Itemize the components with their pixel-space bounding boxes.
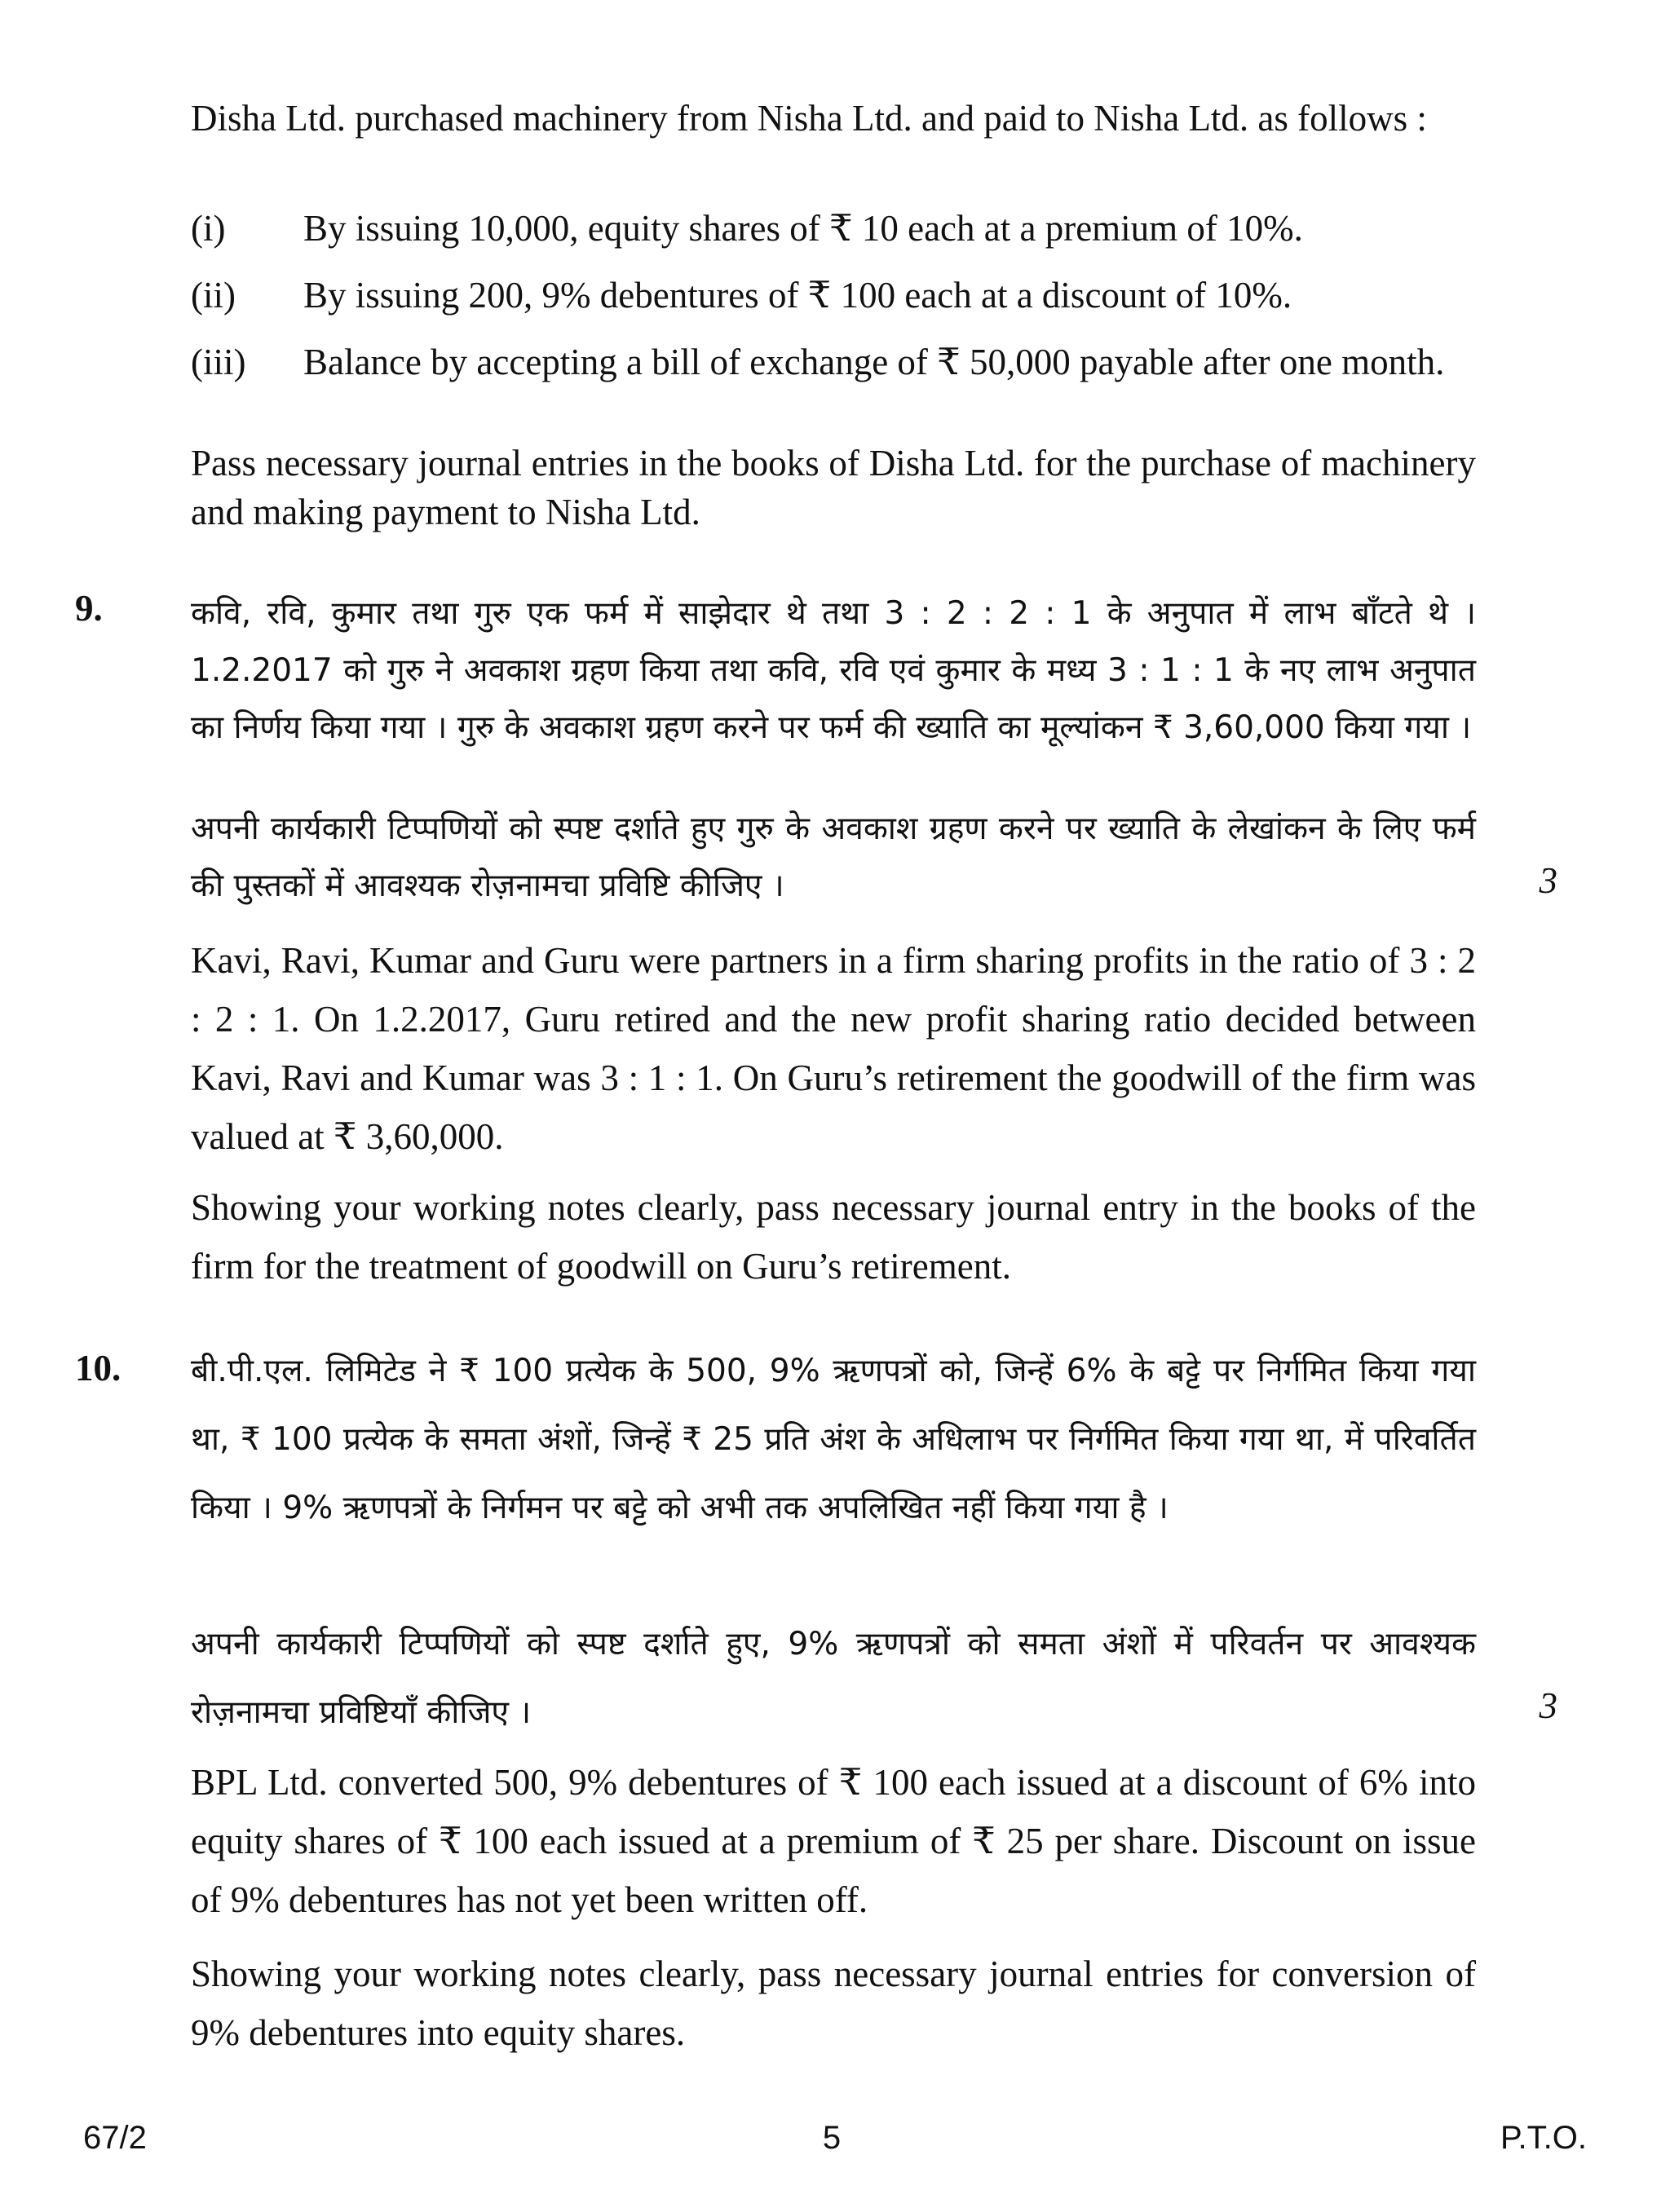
- page-number: 5: [822, 2120, 842, 2156]
- q9-marks: 3: [1539, 860, 1557, 901]
- list-marker: (ii): [191, 275, 236, 316]
- intro-text: Disha Ltd. purchased machinery from Nisha Ltd. and paid to Nisha Ltd. as follows :: [191, 98, 1427, 139]
- list-item: [191, 204, 1476, 253]
- list-item-text: By issuing 200, 9% debentures of ₹ 100 each at a discount of 10%.: [303, 275, 1292, 316]
- q10-english-para2: Showing your working notes clearly, pass necessary journal entries for conversion of 9% debentures into equity shares.: [191, 1954, 1476, 2053]
- q9-hindi-para2: अपनी कार्यकारी टिप्पणियों को स्पष्ट दर्शाते हुए गुरु के अवकाश ग्रहण करने पर ख्याति के लेखांकन के लिए फर्म की पुस्तकों में आवश्यक रोज़नामचा प्रविष्टि कीजिए ।: [191, 810, 1476, 904]
- list-item-text: By issuing 10,000, equity shares of ₹ 10 each at a premium of 10%.: [303, 208, 1303, 249]
- question-number-10: 10.: [75, 1348, 121, 1389]
- payment-list: [191, 204, 1476, 404]
- q10-english-para1: BPL Ltd. converted 500, 9% debentures of ₹ 100 each issued at a discount of 6% into equity shares of ₹ 100 each issued at a premium of ₹ 25 per share. Discount on issue of 9% debentures has not yet been written off.: [191, 1762, 1476, 1920]
- paper-code: 67/2: [83, 2120, 147, 2156]
- q9-hindi-para1: कवि, रवि, कुमार तथा गुरु एक फर्म में साझेदार थे तथा 3 : 2 : 2 : 1 के अनुपात में लाभ बाँटते थे । 1.2.2017 को गुरु ने अवकाश ग्रहण किया तथा कवि, रवि एवं कुमार के मध्य 3 : 1 : 1 के नए लाभ अनुपात का निर्णय किया गया । गुरु के अवकाश ग्रहण करने पर फर्म की ख्याति का मूल्यांकन ₹ 3,60,000 किया गया ।: [191, 595, 1476, 746]
- q10-hindi-para1: बी.पी.एल. लिमिटेड ने ₹ 100 प्रत्येक के 500, 9% ऋणपत्रों को, जिन्हें 6% के बट्टे पर निर्गमित किया गया था, ₹ 100 प्रत्येक के समता अंशों, जिन्हें ₹ 25 प्रति अंश के अधिलाभ पर निर्गमित किया गया था, में परिवर्तित किया । 9% ऋणपत्रों के निर्गमन पर बट्टे को अभी तक अपलिखित नहीं किया गया है ।: [191, 1353, 1476, 1526]
- q9-english-para2: Showing your working notes clearly, pass necessary journal entry in the books of the firm for the treatment of goodwill on Guru’s retirement.: [191, 1187, 1476, 1287]
- q10-hindi-para2: अपनी कार्यकारी टिप्पणियों को स्पष्ट दर्शाते हुए, 9% ऋणपत्रों को समता अंशों में परिवर्तन पर आवश्यक रोज़नामचा प्रविष्टियाँ कीजिए ।: [191, 1626, 1476, 1731]
- q9-english-para1: Kavi, Ravi, Kumar and Guru were partners in a firm sharing profits in the ratio of 3 : 2 : 2 : 1. On 1.2.2017, Guru retired and the new profit sharing ratio decided between Kavi, Ravi and Kumar was 3 : 1 : 1. On Guru’s retirement the goodwill of the firm was valued at ₹ 3,60,000.: [191, 940, 1476, 1157]
- list-marker: (i): [191, 208, 226, 249]
- q10-marks: 3: [1539, 1685, 1557, 1726]
- list-item-text: Balance by accepting a bill of exchange of ₹ 50,000 payable after one month.: [303, 342, 1445, 382]
- list-marker: (iii): [191, 342, 246, 382]
- list-item: [191, 271, 1476, 320]
- intro-instruction: Pass necessary journal entries in the books of Disha Ltd. for the purchase of machinery and making payment to Nisha Ltd.: [191, 443, 1476, 532]
- list-item: [191, 338, 1476, 386]
- please-turn-over: P.T.O.: [1500, 2120, 1587, 2156]
- question-number-9: 9.: [75, 588, 103, 629]
